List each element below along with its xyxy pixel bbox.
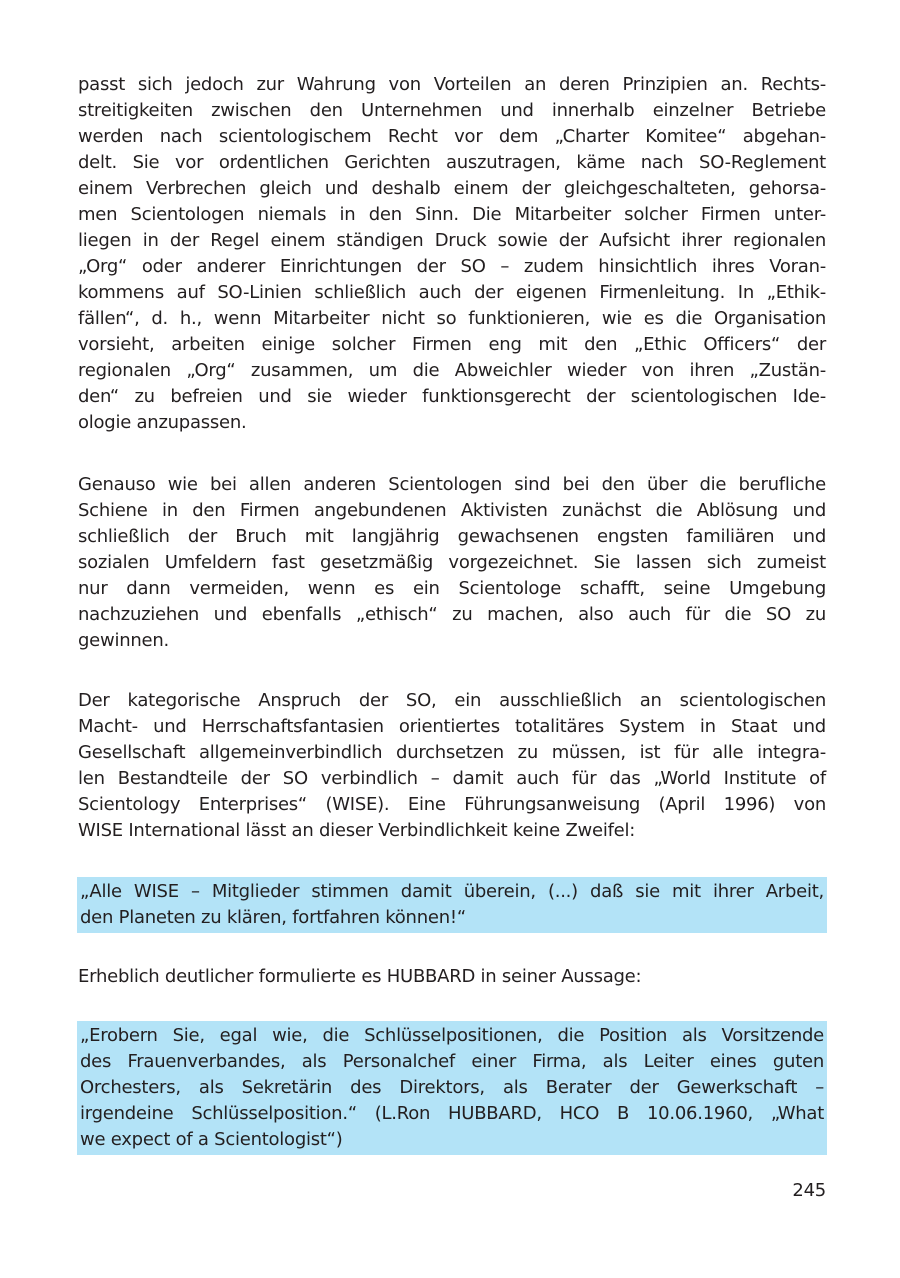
text-line: fällen“, d. h., wenn Mitarbeiter nicht so funktionieren, wie es die Organisation bbox=[78, 308, 826, 329]
text-line: schließlich der Bruch mit langjährig gewachsenen engsten familiären und bbox=[78, 526, 826, 547]
text-line: Macht- und Herrschaftsfantasien orientiertes totalitäres System in Staat und bbox=[78, 716, 826, 737]
text-line: „Erobern Sie, egal wie, die Schlüsselpositionen, die Position als Vorsitzende bbox=[80, 1025, 824, 1046]
quote-wise bbox=[77, 877, 827, 933]
text-line: nur dann vermeiden, wenn es ein Scientologe schafft, seine Umgebung bbox=[78, 578, 826, 599]
text-line: Schiene in den Firmen angebundenen Aktivisten zunächst die Ablösung und bbox=[78, 500, 826, 521]
text-line: delt. Sie vor ordentlichen Gerichten auszutragen, käme nach SO-Reglement bbox=[78, 152, 826, 173]
text-line: „Org“ oder anderer Einrichtungen der SO – zudem hinsichtlich ihres Voran- bbox=[78, 256, 826, 277]
text-line: streitigkeiten zwischen den Unternehmen und innerhalb einzelner Betriebe bbox=[78, 100, 826, 121]
text-line: Scientology Enterprises“ (WISE). Eine Führungsanweisung (April 1996) von bbox=[78, 794, 826, 815]
text-line: irgendeine Schlüsselposition.“ (L.Ron HUBBARD, HCO B 10.06.1960, „What bbox=[80, 1103, 824, 1124]
text-line: men Scientologen niemals in den Sinn. Die Mitarbeiter solcher Firmen unter- bbox=[78, 204, 826, 225]
text-line: passt sich jedoch zur Wahrung von Vorteilen an deren Prinzipien an. Rechts- bbox=[78, 74, 826, 95]
text-line: sozialen Umfeldern fast gesetzmäßig vorgezeichnet. Sie lassen sich zumeist bbox=[78, 552, 826, 573]
text-line: regionalen „Org“ zusammen, um die Abweichler wieder von ihren „Zustän- bbox=[78, 360, 826, 381]
text-line: len Bestandteile der SO verbindlich – damit auch für das „World Institute of bbox=[78, 768, 826, 789]
text-line: den“ zu befreien und sie wieder funktionsgerecht der scientologischen Ide- bbox=[78, 386, 826, 407]
text-line: werden nach scientologischem Recht vor dem „Charter Komitee“ abgehan- bbox=[78, 126, 826, 147]
text-line: kommens auf SO-Linien schließlich auch der eigenen Firmenleitung. In „Ethik- bbox=[78, 282, 826, 303]
text-line: Gesellschaft allgemeinverbindlich durchsetzen zu müssen, ist für alle integra- bbox=[78, 742, 826, 763]
text-line: WISE International lässt an dieser Verbindlichkeit keine Zweifel: bbox=[78, 820, 636, 841]
text-line: ologie anzupassen. bbox=[78, 412, 247, 433]
text-line: we expect of a Scientologist“) bbox=[80, 1129, 343, 1150]
text-line: Erheblich deutlicher formulierte es HUBBARD in seiner Aussage: bbox=[78, 966, 642, 987]
text-line: Der kategorische Anspruch der SO, ein ausschließlich an scientologischen bbox=[78, 690, 826, 711]
text-line: Genauso wie bei allen anderen Scientologen sind bei den über die berufliche bbox=[78, 474, 826, 495]
text-line: des Frauenverbandes, als Personalchef einer Firma, als Leiter eines guten bbox=[80, 1051, 824, 1072]
text-line: einem Verbrechen gleich und deshalb einem der gleichgeschalteten, gehorsa- bbox=[78, 178, 826, 199]
paragraph-1 bbox=[78, 72, 826, 436]
text-line: nachzuziehen und ebenfalls „ethisch“ zu machen, also auch für die SO zu bbox=[78, 604, 826, 625]
text-line: gewinnen. bbox=[78, 630, 169, 651]
text-line: liegen in der Regel einem ständigen Druck sowie der Aufsicht ihrer regionalen bbox=[78, 230, 826, 251]
text-line: den Planeten zu klären, fortfahren können!“ bbox=[80, 907, 466, 928]
text-line: vorsieht, arbeiten einige solcher Firmen eng mit den „Ethic Officers“ der bbox=[78, 334, 826, 355]
paragraph-4 bbox=[78, 964, 826, 990]
quote-hubbard bbox=[77, 1021, 827, 1155]
text-line: „Alle WISE – Mitglieder stimmen damit überein, (...) daß sie mit ihrer Arbeit, bbox=[80, 881, 824, 902]
paragraph-3 bbox=[78, 688, 826, 844]
page-number: 245 bbox=[792, 1180, 826, 1201]
text-line: Orchesters, als Sekretärin des Direktors, als Berater der Gewerkschaft – bbox=[80, 1077, 824, 1098]
paragraph-2 bbox=[78, 472, 826, 654]
